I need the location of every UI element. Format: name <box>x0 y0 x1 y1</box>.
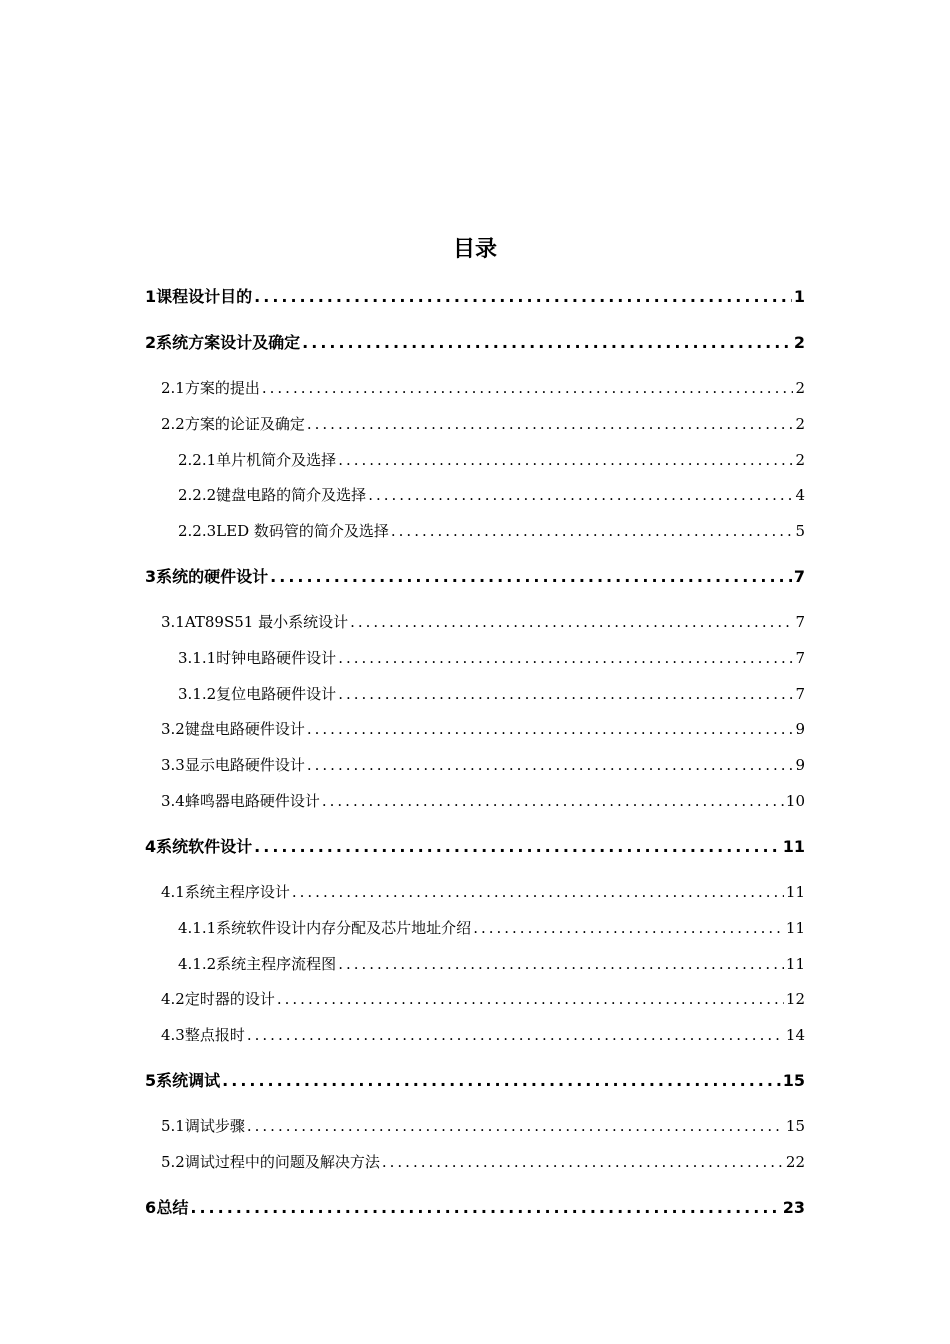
toc-entry-page: 14 <box>785 1026 805 1044</box>
dot-leader <box>338 952 784 976</box>
toc-entry-page: 2 <box>795 379 805 397</box>
toc-entry[interactable] <box>145 835 805 859</box>
toc-entry-number: 2.2.3 <box>178 522 217 540</box>
toc-entry[interactable] <box>145 285 805 309</box>
toc-entry-number: 3.1 <box>161 613 185 631</box>
toc-entry-page: 7 <box>795 613 805 631</box>
toc-entry-page: 11 <box>785 883 805 901</box>
toc-entry-label: 系统软件设计 <box>156 837 253 856</box>
toc-entry-label: 系统主程序流程图 <box>216 955 337 973</box>
toc-entry-number: 3.4 <box>161 792 185 810</box>
toc-entry[interactable] <box>145 565 805 589</box>
toc-entry-label: 复位电路硬件设计 <box>216 685 337 703</box>
dot-leader <box>368 483 793 507</box>
dot-leader <box>350 610 793 634</box>
toc-entry-label: LED 数码管的简介及选择 <box>216 522 389 540</box>
dot-leader <box>270 565 792 589</box>
toc-entry-number: 4 <box>145 837 157 856</box>
dot-leader <box>473 916 784 940</box>
dot-leader <box>222 1069 781 1093</box>
toc-entry-number: 1 <box>145 287 157 306</box>
dot-leader <box>254 285 792 309</box>
toc-entry[interactable] <box>145 1196 805 1220</box>
dot-leader <box>338 448 793 472</box>
toc-entry[interactable] <box>145 331 805 355</box>
toc-entry[interactable] <box>178 483 805 507</box>
dot-leader <box>262 376 794 400</box>
dot-leader <box>190 1196 780 1220</box>
toc-entry[interactable] <box>161 1114 805 1138</box>
toc-entry-number: 3.1.2 <box>178 685 217 703</box>
dot-leader <box>391 519 794 543</box>
toc-entry-page: 15 <box>782 1071 805 1090</box>
toc-entry-label: 定时器的设计 <box>184 990 275 1008</box>
toc-entry[interactable] <box>161 412 805 436</box>
toc-entry-page: 5 <box>795 522 805 540</box>
toc-entry-number: 4.1.1 <box>178 919 217 937</box>
toc-entry-number: 2.2.1 <box>178 451 217 469</box>
dot-leader <box>292 880 784 904</box>
toc-entry-label: 方案的提出 <box>184 379 260 397</box>
toc-entry-label: 系统调试 <box>156 1071 221 1090</box>
toc-entry-label: 显示电路硬件设计 <box>184 756 305 774</box>
toc-entry[interactable] <box>161 753 805 777</box>
toc-entry-label: 调试步骤 <box>184 1117 245 1135</box>
toc-entry-label: 时钟电路硬件设计 <box>216 649 337 667</box>
toc-entry[interactable] <box>145 1069 805 1093</box>
toc-entry[interactable] <box>161 1150 805 1174</box>
dot-leader <box>277 987 784 1011</box>
toc-entry-page: 7 <box>793 567 805 586</box>
toc-entry-number: 4.2 <box>161 990 185 1008</box>
dot-leader <box>338 682 793 706</box>
toc-entry-number: 5.2 <box>161 1153 185 1171</box>
dot-leader <box>307 753 794 777</box>
toc-entry-number: 5.1 <box>161 1117 185 1135</box>
toc-entry[interactable] <box>178 519 805 543</box>
toc-entry-label: 整点报时 <box>184 1026 245 1044</box>
toc-entry-label: 总结 <box>156 1198 189 1217</box>
toc-entry-number: 2.2.2 <box>178 486 217 504</box>
toc-entry-page: 9 <box>795 756 805 774</box>
toc-entry-number: 3.3 <box>161 756 185 774</box>
toc-entry-page: 2 <box>795 451 805 469</box>
toc-entry-number: 3.1.1 <box>178 649 217 667</box>
dot-leader <box>338 646 793 670</box>
toc-entry-number: 4.1 <box>161 883 185 901</box>
toc-entry-page: 7 <box>795 685 805 703</box>
dot-leader <box>254 835 781 859</box>
toc-entry[interactable] <box>178 916 805 940</box>
toc-entry-number: 5 <box>145 1071 157 1090</box>
toc-entry[interactable] <box>178 952 805 976</box>
toc-entry-page: 10 <box>785 792 805 810</box>
toc-entry-page: 1 <box>793 287 805 306</box>
toc-entry[interactable] <box>161 610 805 634</box>
toc-entry-label: 单片机简介及选择 <box>216 451 337 469</box>
toc-entry-label: 系统的硬件设计 <box>156 567 269 586</box>
toc-title: 目录 <box>452 237 497 262</box>
toc-entry-number: 6 <box>145 1198 157 1217</box>
toc-entry-number: 2.1 <box>161 379 185 397</box>
toc-entry-page: 15 <box>785 1117 805 1135</box>
toc-entry[interactable] <box>161 789 805 813</box>
toc-entry-number: 4.1.2 <box>178 955 217 973</box>
dot-leader <box>247 1023 784 1047</box>
toc-entry-label: 方案的论证及确定 <box>184 415 305 433</box>
toc-entry-number: 2.2 <box>161 415 185 433</box>
toc-entry-label: 调试过程中的问题及解决方法 <box>184 1153 380 1171</box>
toc-entry-page: 23 <box>782 1198 805 1217</box>
dot-leader <box>307 717 794 741</box>
toc-entry[interactable] <box>178 682 805 706</box>
toc-entry[interactable] <box>161 987 805 1011</box>
dot-leader <box>307 412 794 436</box>
toc-entry-page: 2 <box>795 415 805 433</box>
toc-entry[interactable] <box>161 1023 805 1047</box>
toc-entry-label: 键盘电路硬件设计 <box>184 720 305 738</box>
toc-entry-label: 键盘电路的简介及选择 <box>216 486 367 504</box>
toc-entry-label: AT89S51 最小系统设计 <box>184 613 349 631</box>
toc-entry-label: 课程设计目的 <box>156 287 253 306</box>
toc-entry-number: 2 <box>145 333 157 352</box>
dot-leader <box>302 331 792 355</box>
toc-entry-number: 4.3 <box>161 1026 185 1044</box>
toc-entry[interactable] <box>161 880 805 904</box>
toc-entry-label: 蜂鸣器电路硬件设计 <box>184 792 320 810</box>
toc-entry-page: 9 <box>795 720 805 738</box>
toc-entry-label: 系统主程序设计 <box>184 883 290 901</box>
toc-entry[interactable] <box>178 646 805 670</box>
toc-entry-page: 2 <box>793 333 805 352</box>
toc-entry-page: 22 <box>785 1153 805 1171</box>
toc-entry-page: 12 <box>785 990 805 1008</box>
toc-entry-label: 系统方案设计及确定 <box>156 333 301 352</box>
toc-entry-page: 11 <box>785 919 805 937</box>
toc-entry-page: 11 <box>785 955 805 973</box>
toc-entry-page: 4 <box>795 486 805 504</box>
dot-leader <box>322 789 784 813</box>
dot-leader <box>382 1150 784 1174</box>
toc-entry-page: 11 <box>782 837 805 856</box>
toc-entry-number: 3.2 <box>161 720 185 738</box>
toc-entry-page: 7 <box>795 649 805 667</box>
toc-entry[interactable] <box>161 376 805 400</box>
toc-entry[interactable] <box>178 448 805 472</box>
dot-leader <box>247 1114 784 1138</box>
toc-entry-label: 系统软件设计内存分配及芯片地址介绍 <box>216 919 472 937</box>
toc-entry[interactable] <box>161 717 805 741</box>
toc-entry-number: 3 <box>145 567 157 586</box>
